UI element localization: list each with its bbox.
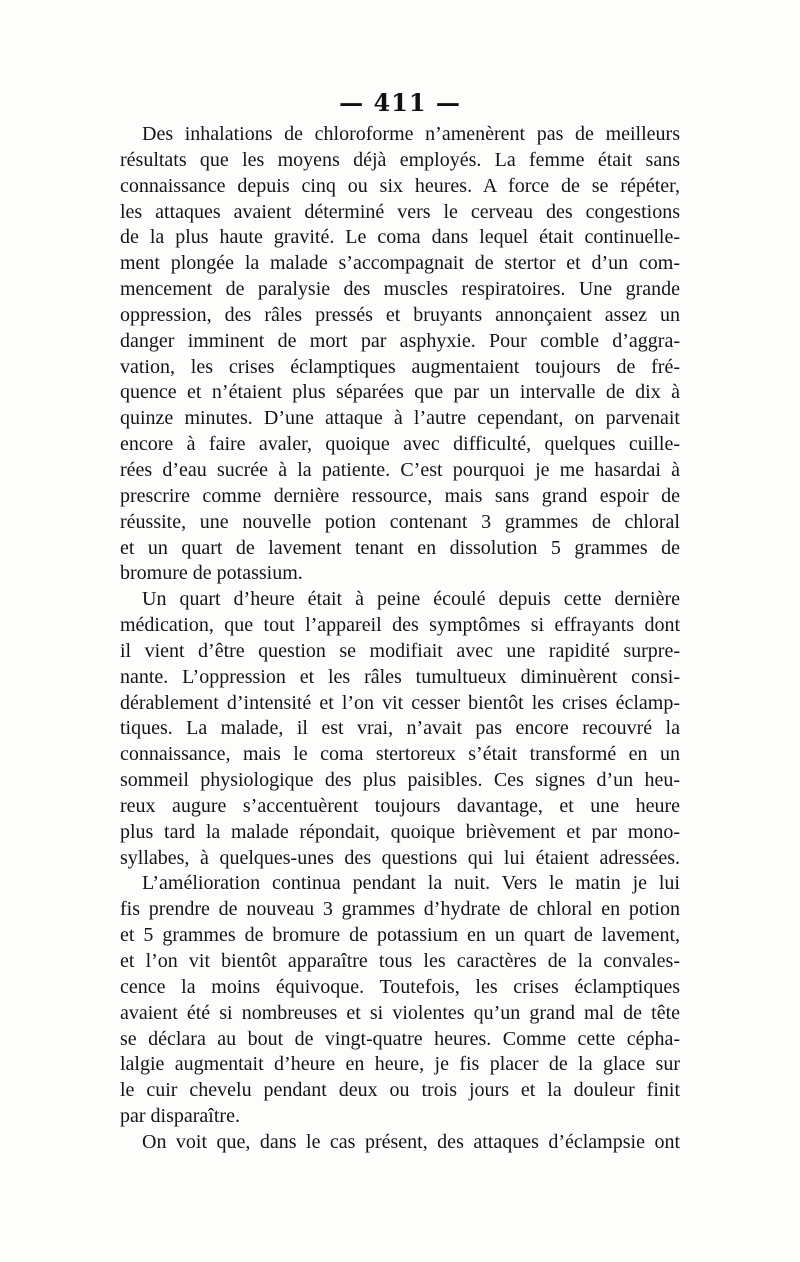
text-line: cence la moins équivoque. Toutefois, les crises éclamptiques xyxy=(120,975,680,998)
text-line: médication, que tout l’appareil des symptômes si effrayants dont xyxy=(120,614,680,637)
text-line: On voit que, dans le cas présent, des attaques d’éclampsie ont xyxy=(142,1130,680,1153)
text-line: le cuir chevelu pendant deux ou trois jours et la douleur finit xyxy=(120,1079,680,1102)
text-line: dérablement d’intensité et l’on vit cesser bientôt les crises éclamp- xyxy=(120,691,680,714)
text-line: plus tard la malade répondait, quoique brièvement et par mono- xyxy=(120,820,680,843)
text-line: par disparaître. xyxy=(120,1105,240,1128)
text-line: et l’on vit bientôt apparaître tous les caractères de la convales- xyxy=(120,950,680,972)
text-line: fis prendre de nouveau 3 grammes d’hydrate de chloral en potion xyxy=(120,898,680,921)
text-line: se déclara au bout de vingt-quatre heures. Comme cette cépha- xyxy=(120,1027,680,1050)
text-line: connaissance depuis cinq ou six heures. A force de se répéter, xyxy=(120,174,680,197)
text-line: bromure de potassium. xyxy=(120,562,303,585)
text-line: connaissance, mais le coma stertoreux s’était transformé en un xyxy=(120,743,680,766)
text-line: de la plus haute gravité. Le coma dans lequel était continuelle- xyxy=(120,226,680,249)
text-line: résultats que les moyens déjà employés. La femme était sans xyxy=(120,148,680,171)
text-line: lalgie augmentait d’heure en heure, je fis placer de la glace sur xyxy=(120,1053,680,1076)
page-number: — 411 — xyxy=(339,88,461,117)
text-line: Un quart d’heure était à peine écoulé depuis cette dernière xyxy=(142,588,680,611)
text-line: encore à faire avaler, quoique avec difficulté, quelques cuille- xyxy=(120,433,680,456)
text-line: nante. L’oppression et les râles tumultueux diminuèrent consi- xyxy=(120,665,680,688)
text-line: tiques. La malade, il est vrai, n’avait pas encore recouvré la xyxy=(120,717,680,740)
text-line: rées d’eau sucrée à la patiente. C’est pourquoi je me hasardai à xyxy=(120,458,680,481)
body-text xyxy=(120,122,680,1156)
text-line: reux augure s’accentuèrent toujours davantage, et une heure xyxy=(120,794,680,817)
text-line: L’amélioration continua pendant la nuit. Vers le matin je lui xyxy=(142,872,680,895)
text-line: ment plongée la malade s’accompagnait de stertor et d’un com- xyxy=(120,252,680,275)
text-line: vation, les crises éclamptiques augmentaient toujours de fré- xyxy=(120,355,680,378)
text-line: réussite, une nouvelle potion contenant 3 grammes de chloral xyxy=(120,510,680,533)
text-line: les attaques avaient déterminé vers le cerveau des congestions xyxy=(120,200,680,223)
text-line: quinze minutes. D’une attaque à l’autre cependant, on parvenait xyxy=(120,407,680,430)
text-line: Des inhalations de chloroforme n’amenèrent pas de meilleurs xyxy=(142,123,680,145)
text-line: prescrire comme dernière ressource, mais sans grand espoir de xyxy=(120,484,680,507)
text-line: il vient d’être question se modifiait avec une rapidité surpre- xyxy=(120,639,680,662)
text-line: sommeil physiologique des plus paisibles. Ces signes d’un heu- xyxy=(120,769,680,792)
text-line: danger imminent de mort par asphyxie. Pour comble d’aggra- xyxy=(120,329,680,352)
text-line: syllabes, à quelques-unes des questions qui lui étaient adressées. xyxy=(120,846,680,869)
text-line: mencement de paralysie des muscles respiratoires. Une grande xyxy=(120,278,680,301)
text-line: et un quart de lavement tenant en dissolution 5 grammes de xyxy=(120,536,680,559)
text-line: quence et n’étaient plus séparées que par un intervalle de dix à xyxy=(120,381,680,404)
text-line: et 5 grammes de bromure de potassium en un quart de lavement, xyxy=(120,924,680,947)
text-line: avaient été si nombreuses et si violentes qu’un grand mal de tête xyxy=(120,1001,680,1024)
text-line: oppression, des râles pressés et bruyants annonçaient assez un xyxy=(120,303,680,326)
